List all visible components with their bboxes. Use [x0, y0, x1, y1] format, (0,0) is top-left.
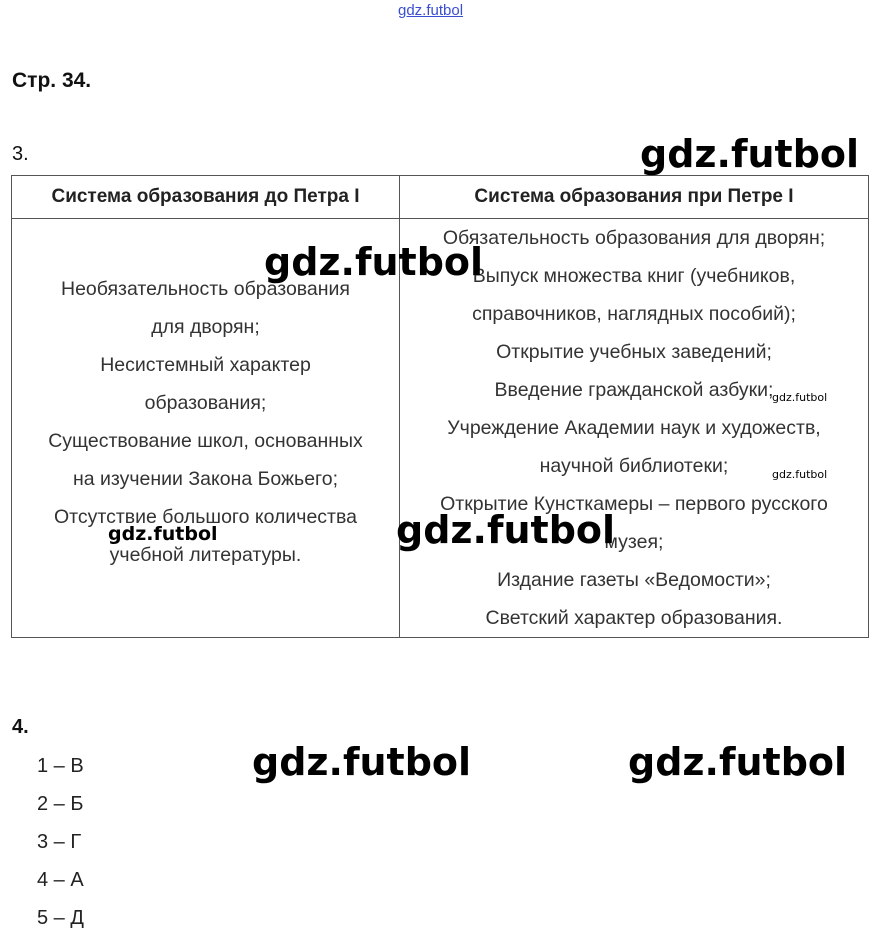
watermark-text: gdz.futbol	[640, 132, 860, 176]
watermark-text: gdz.futbol	[772, 391, 828, 404]
list-item: 4 – А	[37, 869, 84, 891]
list-item: Необязательность образования	[60, 278, 350, 300]
watermark-text: gdz.futbol	[396, 508, 616, 552]
watermark-text: gdz.futbol	[264, 240, 484, 284]
list-item: Несистемный характер	[100, 354, 311, 376]
list-item: справочников, наглядных пособий);	[472, 303, 796, 325]
list-item: Существование школ, основанных	[48, 430, 363, 452]
watermark-text: gdz.futbol	[772, 468, 828, 481]
watermark-link[interactable]: gdz.futbol	[398, 2, 464, 19]
list-item: Введение гражданской азбуки;	[494, 379, 774, 401]
list-item: Выпуск множества книг (учебников,	[472, 265, 796, 287]
list-item: Открытие Кунсткамеры – первого русского	[440, 493, 828, 515]
list-item: Светский характер образования.	[485, 607, 783, 629]
answer-list	[37, 747, 84, 937]
table-header-row	[12, 176, 869, 219]
question-4-number: 4.	[12, 716, 29, 738]
watermark-text: gdz.futbol	[252, 740, 472, 784]
header-under-peter: Система образования при Петре I	[400, 176, 869, 219]
list-item: научной библиотеки;	[539, 455, 729, 477]
list-item: Обязательность образования для дворян;	[442, 227, 826, 249]
question-3-number: 3.	[12, 143, 29, 165]
list-item: музея;	[604, 531, 664, 553]
watermark-text: gdz.futbol	[108, 523, 218, 545]
list-item: Открытие учебных заведений;	[496, 341, 772, 363]
list-item: Отсутствие большого количества	[54, 506, 357, 528]
list-item: учебной литературы.	[109, 544, 302, 566]
list-item: для дворян;	[151, 316, 260, 338]
list-item: Издание газеты «Ведомости»;	[497, 569, 771, 591]
list-item: 5 – Д	[37, 907, 84, 929]
list-item: образования;	[144, 392, 267, 414]
list-item: 1 – В	[37, 755, 84, 777]
list-item: 2 – Б	[37, 793, 84, 815]
list-item: Учреждение Академии наук и художеств,	[447, 417, 821, 439]
page-reference: Стр. 34.	[12, 69, 92, 92]
header-before-peter: Система образования до Петра I	[12, 176, 400, 219]
list-item: на изучении Закона Божьего;	[72, 468, 339, 490]
watermark-text: gdz.futbol	[628, 740, 848, 784]
list-item: 3 – Г	[37, 831, 82, 853]
